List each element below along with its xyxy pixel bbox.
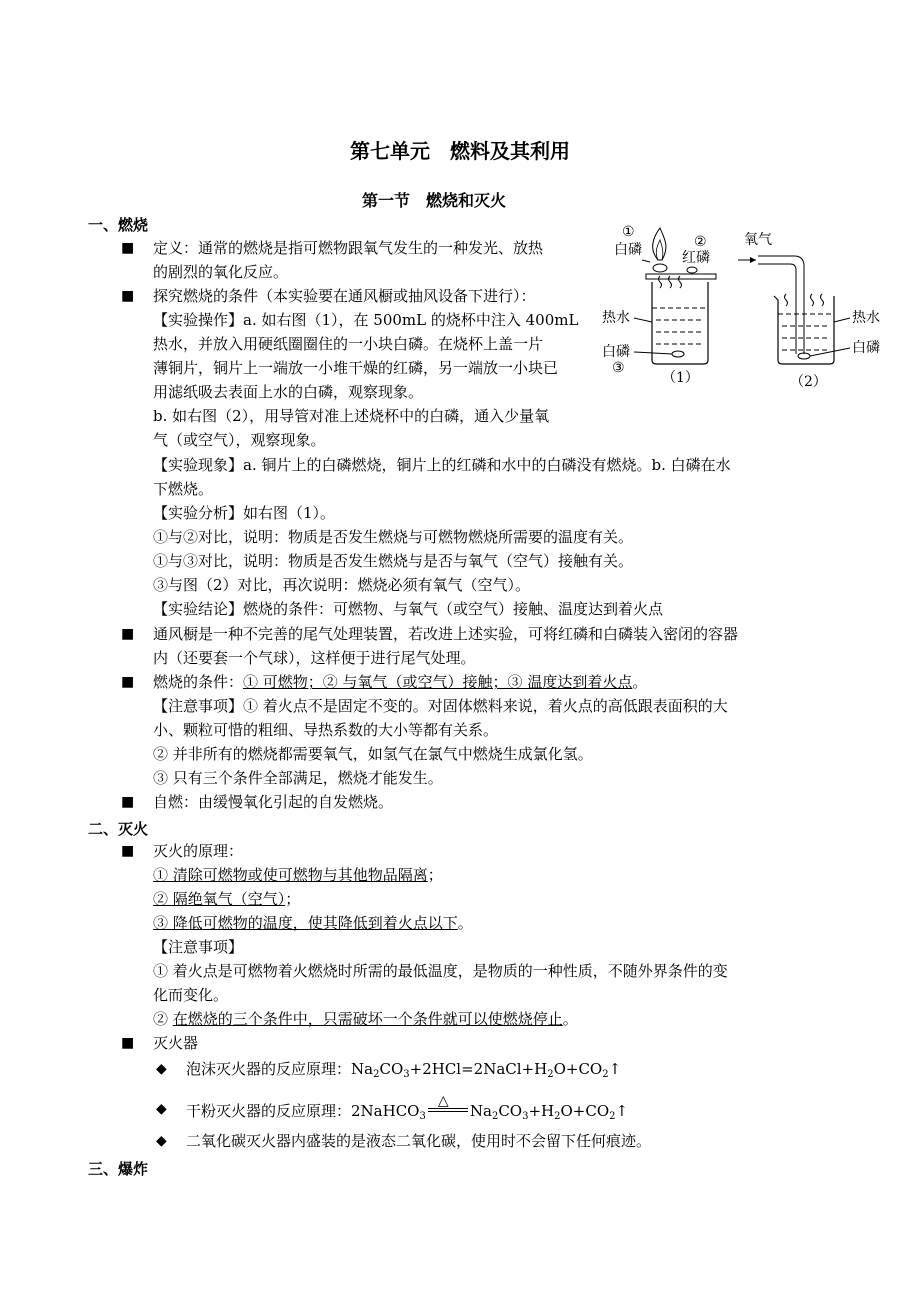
analysis-1-3: ①与③对比，说明：物质是否发生燃烧与是否与氧气（空气）接触有关。	[153, 552, 634, 570]
experiment-operation-b2: 气（或空气），观察现象。	[153, 431, 326, 449]
section-subtitle: 第一节 燃烧和灭火	[361, 191, 506, 210]
bullet-icon: ■	[121, 843, 135, 859]
extinguish-note-1b: 化而变化。	[153, 986, 229, 1004]
bullet-icon: ■	[121, 1035, 135, 1051]
definition-line-1: 定义：通常的燃烧是指可燃物跟氧气发生的一种发光、放热	[153, 239, 544, 257]
definition-line-2: 的剧烈的氧化反应。	[153, 263, 289, 281]
principle-1: ① 清除可燃物或使可燃物与其他物品隔离；	[153, 866, 443, 884]
figure-label-white-p: 白磷	[614, 242, 642, 258]
diamond-icon: ◆	[156, 1061, 167, 1077]
notes-1b: 小、颗粒可惜的粗细、导热系数的大小等都有关系。	[153, 721, 499, 739]
figure-label-white-p-2: 白磷	[852, 340, 880, 356]
figure-label-hot-water-2: 热水	[852, 310, 880, 326]
experiment-phenomenon-1: 【实验现象】a. 铜片上的白磷燃烧，铜片上的红磷和水中的白磷没有燃烧。b. 白磷在水	[153, 456, 731, 474]
principle-3: ③ 降低可燃物的温度，使其降低到着火点以下。	[153, 914, 473, 932]
figure-label-1: ①	[622, 224, 635, 240]
figure-caption-1: （1）	[662, 370, 699, 386]
extinguish-principle: 灭火的原理：	[153, 842, 244, 860]
experiment-operation-a3: 薄铜片，铜片上一端放一小堆干燥的红磷，另一端放一小块已	[153, 359, 559, 377]
section-heading-combustion: 一、燃烧	[88, 216, 149, 234]
diamond-icon: ◆	[156, 1101, 167, 1117]
bullet-icon: ■	[121, 794, 135, 810]
experiment-analysis: 【实验分析】如右图（1）。	[153, 504, 336, 522]
extinguish-note-2: ② 在燃烧的三个条件中，只需破坏一个条件就可以使燃烧停止。	[153, 1010, 578, 1028]
notes-2: ② 并非所有的燃烧都需要氧气，如氢气在氯气中燃烧生成氯化氢。	[153, 745, 593, 763]
bullet-icon: ■	[121, 626, 135, 642]
section-heading-explosion: 三、爆炸	[88, 1160, 149, 1178]
extinguish-note-1a: ① 着火点是可燃物着火燃烧时所需的最低温度，是物质的一种性质，不随外界条件的变	[153, 962, 728, 980]
heat-arrow-icon: △	[426, 1100, 470, 1118]
experiment-phenomenon-2: 下燃烧。	[153, 480, 214, 498]
figure-label-hot-water-1: 热水	[602, 310, 630, 326]
experiment-figure	[598, 216, 898, 396]
figure-label-red-p: 红磷	[682, 250, 710, 266]
analysis-1-2: ①与②对比，说明：物质是否发生燃烧与可燃物燃烧所需要的温度有关。	[153, 528, 634, 546]
experiment-intro: 探究燃烧的条件（本实验要在通风橱或抽风设备下进行）：	[153, 287, 536, 305]
bullet-icon: ■	[121, 674, 135, 690]
extinguisher-heading: 灭火器	[153, 1034, 199, 1052]
diamond-icon: ◆	[156, 1133, 167, 1149]
notes-3: ③ 只有三个条件全部满足，燃烧才能发生。	[153, 769, 443, 787]
fume-hood-line-1: 通风橱是一种不完善的尾气处理装置，若改进上述实验，可将红磷和白磷装入密闭的容器	[153, 625, 739, 643]
experiment-operation-a2: 热水，并放入用硬纸圈圈住的一小块白磷。在烧杯上盖一片	[153, 335, 544, 353]
figure-label-2: ②	[694, 234, 707, 250]
section-heading-extinguishing: 二、灭火	[88, 820, 149, 838]
notes-1a: 【注意事项】① 着火点不是固定不变的。对固体燃料来说，着火点的高低跟表面积的大	[153, 697, 728, 715]
experiment-operation-a1: 【实验操作】a. 如右图（1），在 500mL 的烧杯中注入 400mL	[153, 311, 579, 329]
experiment-operation-b1: b. 如右图（2），用导管对准上述烧杯中的白磷，通入少量氧	[153, 407, 550, 425]
page-title: 第七单元 燃料及其利用	[350, 139, 570, 163]
figure-caption-2: （2）	[790, 374, 827, 390]
experiment-conclusion: 【实验结论】燃烧的条件：可燃物、与氧气（或空气）接触、温度达到着火点	[153, 600, 664, 618]
combustion-conditions: 燃烧的条件：① 可燃物；② 与氧气（或空气）接触；③ 温度达到着火点。	[153, 673, 648, 691]
co2-extinguisher: 二氧化碳灭火器内盛装的是液态二氧化碳，使用时不会留下任何痕迹。	[186, 1132, 652, 1150]
fume-hood-line-2: 内（还要套一个气球），这样便于进行尾气处理。	[153, 649, 476, 667]
spontaneous-combustion: 自燃：由缓慢氧化引起的自发燃烧。	[153, 793, 394, 811]
figure-label-3: ③	[612, 360, 625, 376]
bullet-icon: ■	[121, 240, 135, 256]
principle-2: ② 隔绝氧气（空气）；	[153, 890, 301, 908]
analysis-3-fig2: ③与图（2）对比，再次说明：燃烧必须有氧气（空气）。	[153, 576, 531, 594]
bullet-icon: ■	[121, 288, 135, 304]
figure-label-white-p-water: 白磷	[602, 344, 630, 360]
experiment-operation-a4: 用滤纸吸去表面上水的白磷，观察现象。	[153, 383, 424, 401]
extinguish-notes: 【注意事项】	[153, 938, 244, 956]
foam-extinguisher: 泡沫灭火器的反应原理：$Na_2CO_3+2HCl=2NaCl+H_2O+CO_2↑$	[186, 1060, 622, 1080]
figure-label-oxygen: 氧气	[744, 232, 772, 248]
powder-extinguisher: 干粉灭火器的反应原理：2NaHCO$_3$ △ $Na_2CO_3+H_2O+CO_2↑$	[186, 1093, 629, 1122]
